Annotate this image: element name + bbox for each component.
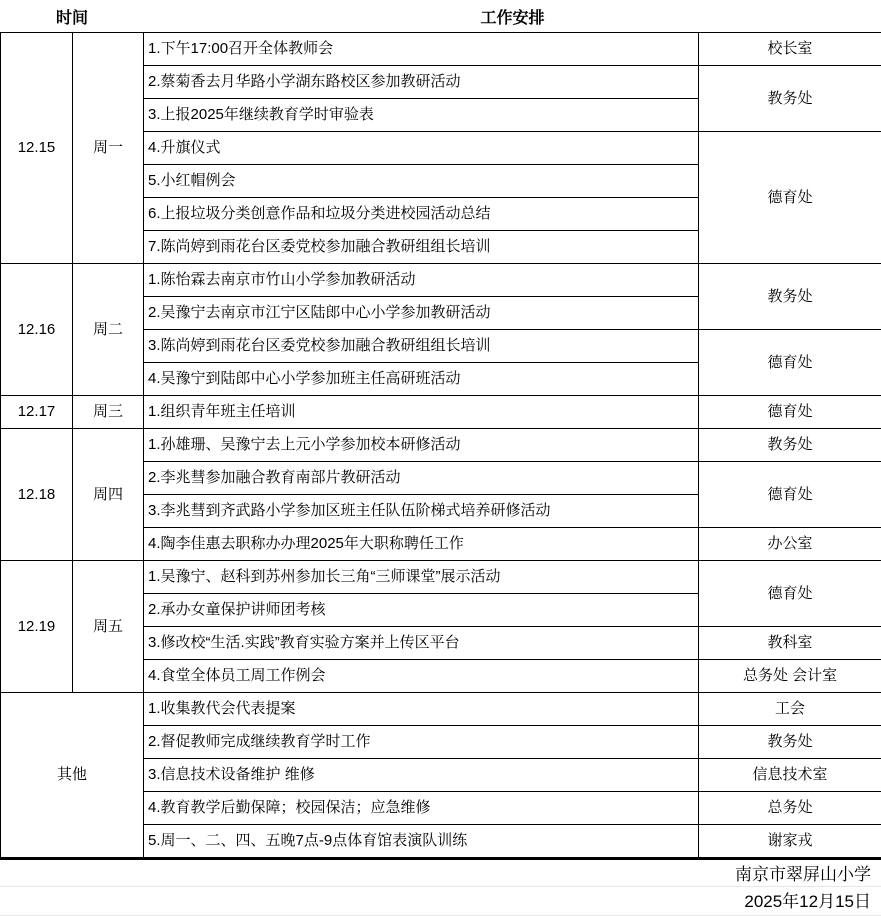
cell-department: 教务处	[699, 726, 881, 759]
cell-date: 12.19	[1, 561, 73, 693]
table-header	[1, 0, 881, 33]
header-row	[1, 0, 881, 33]
cell-task: 7.陈尚婷到雨花台区委党校参加融合教研组组长培训	[144, 231, 699, 264]
cell-task: 2.督促教师完成继续教育学时工作	[144, 726, 699, 759]
footer-school: 南京市翠屏山小学	[0, 858, 881, 887]
header-time: 时间	[1, 0, 144, 33]
cell-weekday: 周五	[73, 561, 144, 693]
table-row	[1, 264, 881, 297]
cell-task: 4.陶李佳惠去职称办办理2025年大职称聘任工作	[144, 528, 699, 561]
cell-date: 12.15	[1, 33, 73, 264]
cell-department: 德育处	[699, 396, 881, 429]
cell-date: 12.16	[1, 264, 73, 396]
cell-task: 4.升旗仪式	[144, 132, 699, 165]
cell-date: 12.18	[1, 429, 73, 561]
cell-task: 1.孙雄珊、吴豫宁去上元小学参加校本研修活动	[144, 429, 699, 462]
cell-task: 3.李兆彗到齐武路小学参加区班主任队伍阶梯式培养研修活动	[144, 495, 699, 528]
cell-department: 谢家戎	[699, 825, 881, 858]
cell-department: 德育处	[699, 561, 881, 627]
cell-weekday: 周一	[73, 33, 144, 264]
footer-date: 2025年12月15日	[0, 887, 881, 916]
cell-department: 教科室	[699, 627, 881, 660]
cell-task: 1.下午17:00召开全体教师会	[144, 33, 699, 66]
table-row	[1, 396, 881, 429]
cell-task: 1.吴豫宁、赵科到苏州参加长三角“三师课堂”展示活动	[144, 561, 699, 594]
cell-weekday: 周四	[73, 429, 144, 561]
table-row	[1, 33, 881, 66]
cell-department: 教务处	[699, 66, 881, 132]
footer-area	[0, 858, 881, 916]
cell-date: 其他	[1, 693, 144, 858]
cell-weekday: 周三	[73, 396, 144, 429]
cell-department: 教务处	[699, 264, 881, 330]
cell-department: 信息技术室	[699, 759, 881, 792]
cell-date: 12.17	[1, 396, 73, 429]
cell-task: 3.陈尚婷到雨花台区委党校参加融合教研组组长培训	[144, 330, 699, 363]
cell-department: 德育处	[699, 330, 881, 396]
cell-department: 德育处	[699, 132, 881, 264]
table-row	[1, 561, 881, 594]
cell-task: 4.教育教学后勤保障；校园保洁；应急维修	[144, 792, 699, 825]
cell-task: 1.组织青年班主任培训	[144, 396, 699, 429]
cell-weekday: 周二	[73, 264, 144, 396]
cell-task: 3.信息技术设备维护 维修	[144, 759, 699, 792]
cell-task: 4.食堂全体员工周工作例会	[144, 660, 699, 693]
cell-department: 总务处	[699, 792, 881, 825]
cell-task: 2.承办女童保护讲师团考核	[144, 594, 699, 627]
table-body	[1, 33, 881, 858]
cell-task: 2.吴豫宁去南京市江宁区陆郎中心小学参加教研活动	[144, 297, 699, 330]
header-work: 工作安排	[144, 0, 881, 33]
table-row	[1, 693, 881, 726]
cell-department: 办公室	[699, 528, 881, 561]
cell-department: 德育处	[699, 462, 881, 528]
cell-department: 教务处	[699, 429, 881, 462]
cell-task: 4.吴豫宁到陆郎中心小学参加班主任高研班活动	[144, 363, 699, 396]
cell-task: 3.修改校“生活.实践”教育实验方案并上传区平台	[144, 627, 699, 660]
cell-task: 2.蔡菊香去月华路小学湖东路校区参加教研活动	[144, 66, 699, 99]
cell-task: 5.周一、二、四、五晚7点-9点体育馆表演队训练	[144, 825, 699, 858]
cell-task: 1.收集教代会代表提案	[144, 693, 699, 726]
cell-department: 工会	[699, 693, 881, 726]
cell-task: 2.李兆彗参加融合教育南部片教研活动	[144, 462, 699, 495]
cell-task: 1.陈怡霖去南京市竹山小学参加教研活动	[144, 264, 699, 297]
cell-task: 6.上报垃圾分类创意作品和垃圾分类进校园活动总结	[144, 198, 699, 231]
cell-task: 5.小红帽例会	[144, 165, 699, 198]
table-row	[1, 429, 881, 462]
cell-department: 总务处 会计室	[699, 660, 881, 693]
cell-department: 校长室	[699, 33, 881, 66]
cell-task: 3.上报2025年继续教育学时审验表	[144, 99, 699, 132]
